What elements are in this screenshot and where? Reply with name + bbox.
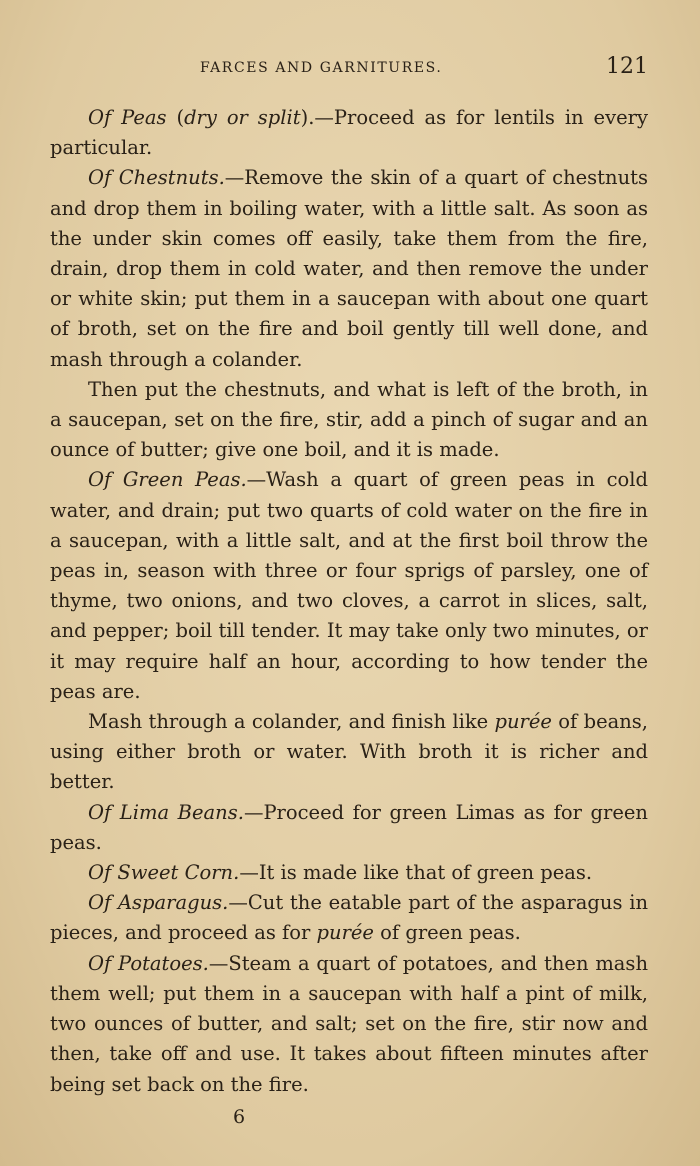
recipe-heading: Of Lima Beans. — [88, 800, 244, 824]
paragraph-text: of green peas. — [373, 921, 521, 945]
paragraph-sweet-corn — [50, 858, 648, 888]
paragraph-asparagus — [50, 888, 648, 948]
recipe-heading: Of Peas — [88, 106, 167, 129]
paragraph-chestnuts — [50, 163, 648, 374]
paragraph-text: —Remove the skin of a quart of chestnuts and drop them in boiling water, with a little salt. As soon as the under skin comes off easily, take them from the fire, drain, drop them in cold water, and then remove the under or white skin; put them in a saucepan with about one quart of broth, set on the fire and boil gently till well done, and mash through a colander. — [50, 166, 648, 371]
page-header — [50, 52, 648, 86]
running-head: FARCES AND GARNITURES. — [200, 60, 443, 76]
recipe-heading: Of Chestnuts. — [88, 166, 225, 190]
paragraph-text: —Steam a quart of potatoes, and then mash them well; put them in a saucepan with half a pint of milk, two ounces of butter, and salt; set on the fire, stir now and then, take off and use. It takes about fifteen minutes after being set back on the fire. — [50, 951, 649, 1096]
emphasis: purée — [316, 921, 374, 945]
qualifier: dry or split — [184, 106, 301, 129]
recipe-heading: Of Asparagus. — [88, 891, 229, 915]
paragraph-text: —Proceed for green Limas as for green peas. — [50, 800, 648, 854]
paragraph-text: —Wash a quart of green peas in cold water, and drain; put two quarts of cold water on the fire in a saucepan, with a little salt, and at the first boil throw the peas in, season with three or four sprigs of parsley, one of thyme, two onions, and two cloves, a carrot in slices, salt, and pepper; boil till tender. It may take only two minutes, or it may require half an hour, according to how tender the peas are. — [50, 468, 648, 703]
paragraph-text: —Cut the eatable part of the asparagus in pieces, and proceed as for — [50, 891, 649, 945]
paragraph-text: ).—Proceed as for lentils in every particular. — [50, 106, 648, 160]
recipe-heading: Of Potatoes. — [88, 951, 209, 975]
emphasis: purée — [494, 710, 552, 734]
paragraph-chestnuts-continued — [50, 375, 648, 466]
paragraph-potatoes — [50, 949, 648, 1100]
page-body — [50, 103, 648, 1100]
paragraph-green-peas — [50, 465, 648, 707]
paragraph-text: ( — [166, 106, 185, 129]
paragraph-text: of beans, using either broth or water. With broth it is richer and better. — [50, 710, 648, 794]
paragraph-lima-beans — [50, 798, 648, 858]
paragraph-mash — [50, 707, 648, 798]
signature-mark: 6 — [233, 1106, 246, 1128]
recipe-heading: Of Sweet Corn. — [88, 861, 240, 885]
recipe-heading: Of Green Peas. — [88, 468, 247, 492]
paragraph-peas — [50, 103, 648, 163]
page-number: 121 — [606, 54, 648, 79]
paragraph-text: Then put the chestnuts, and what is left of the broth, in a saucepan, set on the fire, stir, add a pinch of sugar and an ounce of butter; give one boil, and it is made. — [50, 377, 648, 462]
paragraph-text: Mash through a colander, and finish like — [88, 710, 495, 734]
paragraph-text: —It is made like that of green peas. — [239, 861, 593, 885]
